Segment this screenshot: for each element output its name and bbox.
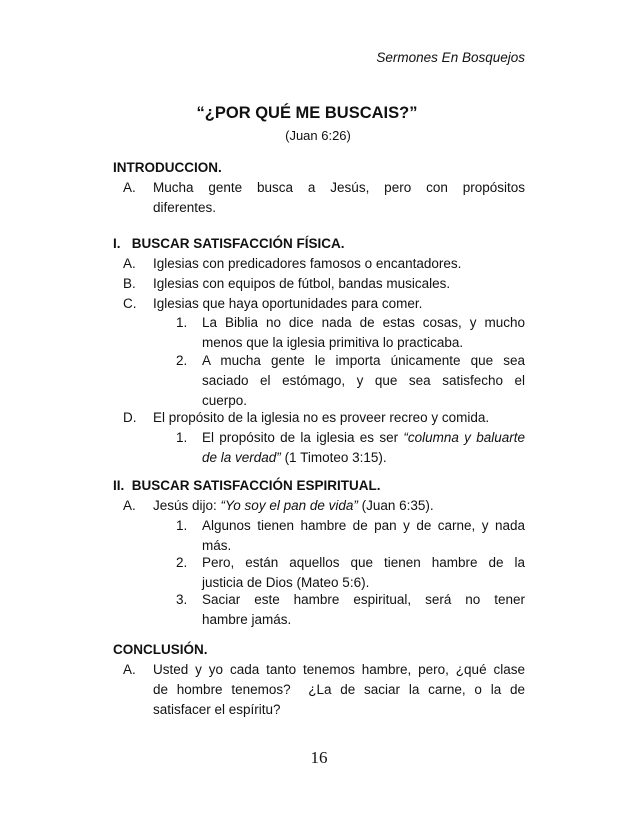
- item-text-line: Usted y yo cada tanto tenemos hambre, pero, ¿qué clase: [153, 662, 525, 677]
- scripture-reference: (Juan 6:26): [285, 128, 351, 143]
- intro-item-a: [0, 178, 638, 218]
- item-marker: 1.: [176, 518, 188, 533]
- item-text-line: Algunos tienen hambre de pan y de carne, y nada: [202, 518, 525, 533]
- item-marker: C.: [123, 296, 137, 311]
- item-text-line: satisfacer el espíritu?: [153, 702, 281, 717]
- item-text-line: El propósito de la iglesia es ser “columna y baluarte: [202, 430, 525, 445]
- item-marker: 3.: [176, 592, 188, 607]
- page-number: 16: [310, 748, 328, 767]
- running-header: Sermones En Bosquejos: [376, 50, 525, 65]
- item-marker: B.: [123, 276, 136, 291]
- item-text-line: hambre jamás.: [202, 612, 292, 627]
- item-text-line: Mucha gente busca a Jesús, pero con propósitos: [153, 180, 525, 195]
- conclusion-heading: CONCLUSIÓN.: [113, 642, 208, 657]
- item-marker: D.: [123, 410, 137, 425]
- item-marker: 2.: [176, 555, 188, 570]
- item-text-line: Pero, están aquellos que tienen hambre de la: [202, 555, 525, 570]
- item-text-line: cuerpo.: [202, 393, 248, 408]
- item-marker: A.: [123, 662, 136, 677]
- item-text-line: Iglesias con equipos de fútbol, bandas musicales.: [153, 276, 451, 291]
- item-text-line: Jesús dijo: “Yo soy el pan de vida” (Juan 6:35).: [153, 498, 434, 513]
- intro-heading: INTRODUCCION.: [113, 160, 222, 175]
- section-2-heading: II. BUSCAR SATISFACCIÓN ESPIRITUAL.: [113, 478, 381, 493]
- item-text-line: A mucha gente le importa únicamente que sea: [202, 353, 525, 368]
- item-text-line: El propósito de la iglesia no es proveer recreo y comida.: [153, 410, 490, 425]
- item-marker: A.: [123, 498, 136, 513]
- item-text-line: de hombre tenemos? ¿La de saciar la carne, o la de: [153, 682, 525, 697]
- section-1-heading: I. BUSCAR SATISFACCIÓN FÍSICA.: [113, 236, 345, 251]
- item-text-line: La Biblia no dice nada de estas cosas, y mucho: [202, 315, 525, 330]
- item-text-line: diferentes.: [153, 200, 217, 215]
- item-marker: A.: [123, 256, 136, 271]
- item-text-line: justicia de Dios (Mateo 5:6).: [202, 575, 370, 590]
- sermon-title: “¿POR QUÉ ME BUSCAIS?”: [196, 104, 418, 122]
- item-marker: A.: [123, 180, 136, 195]
- item-text-line: Saciar este hambre espiritual, será no tener: [202, 592, 525, 607]
- item-text-line: más.: [202, 538, 232, 553]
- item-text-line: Iglesias que haya oportunidades para comer.: [153, 296, 423, 311]
- item-text-line: Iglesias con predicadores famosos o encantadores.: [153, 256, 462, 271]
- item-text-line: saciado el estómago, y que sea satisfecho el: [202, 373, 525, 388]
- item-text-line: menos que la iglesia primitiva lo practicaba.: [202, 335, 464, 350]
- item-marker: 1.: [176, 315, 188, 330]
- item-text-line: de la verdad” (1 Timoteo 3:15).: [202, 450, 387, 465]
- item-marker: 2.: [176, 353, 188, 368]
- item-marker: 1.: [176, 430, 188, 445]
